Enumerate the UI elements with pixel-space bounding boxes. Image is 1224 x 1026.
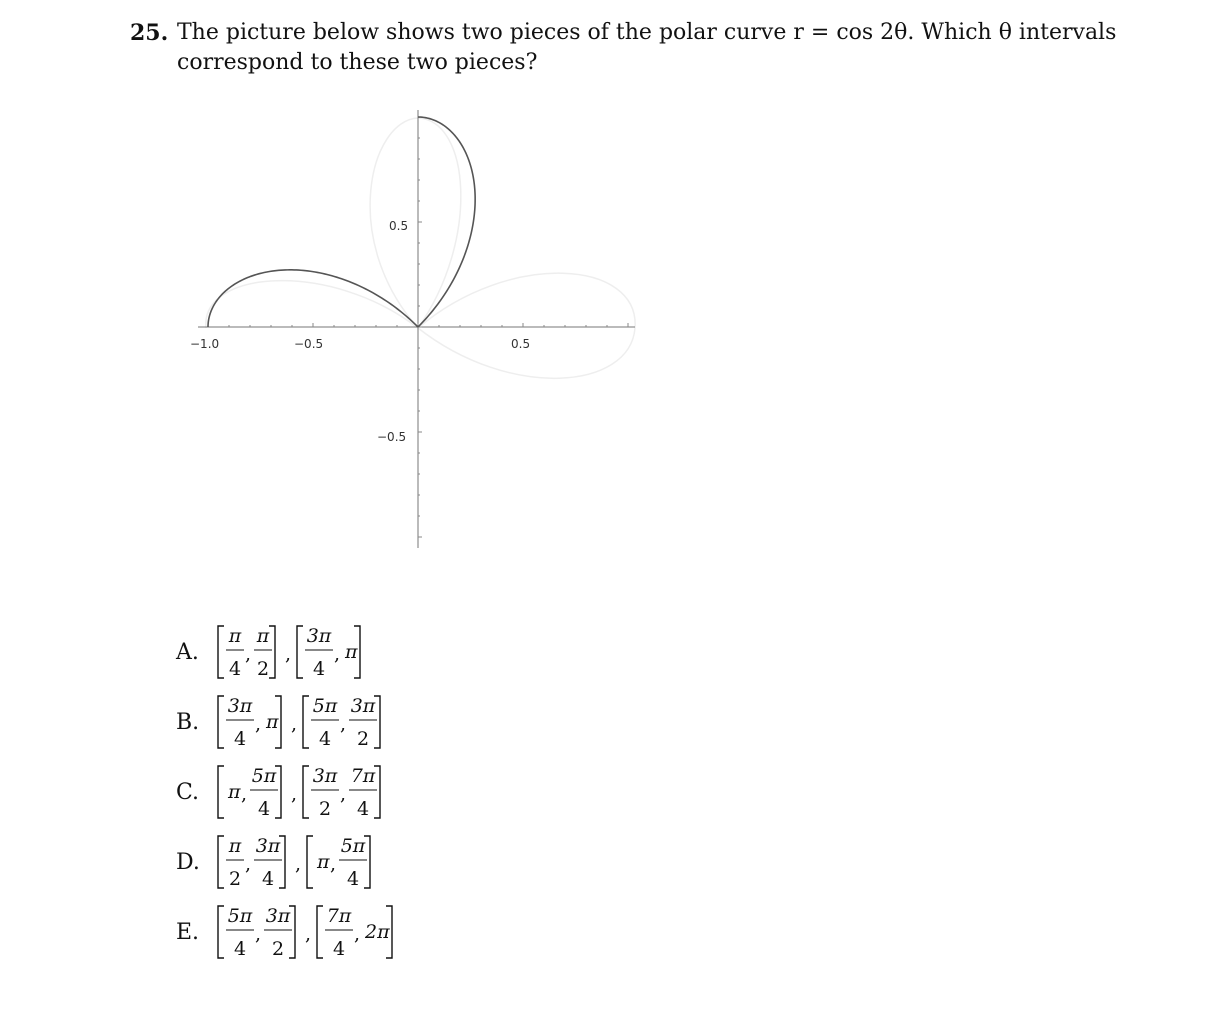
fraction-denominator: 4 — [312, 658, 326, 680]
math-term: π — [266, 711, 279, 733]
x-tick-label-neg1: −1.0 — [190, 337, 220, 351]
x-tick-label-05: 0.5 — [511, 337, 531, 351]
fraction-denominator: 2 — [256, 658, 270, 680]
fraction-denominator: 4 — [257, 798, 271, 820]
open-bracket — [303, 696, 309, 748]
question-line-1: The picture below shows two pieces of the polar curve r = cos 2θ. Which θ intervals — [177, 20, 1117, 45]
comma: , — [291, 713, 298, 735]
open-bracket — [218, 836, 224, 888]
fraction-denominator: 4 — [318, 728, 332, 750]
comma: , — [255, 923, 262, 945]
choice-intervals — [212, 900, 452, 964]
comma: , — [330, 853, 337, 875]
fraction-numerator: 3π — [306, 625, 332, 647]
open-bracket — [303, 766, 309, 818]
comma: , — [245, 853, 252, 875]
x-tick-label-neg05: −0.5 — [294, 337, 324, 351]
fraction-numerator: 3π — [227, 695, 253, 717]
fraction-denominator: 4 — [233, 728, 247, 750]
math-term: 2π — [365, 921, 390, 943]
polar-curve-figure — [180, 100, 650, 570]
comma: , — [340, 713, 347, 735]
comma: , — [354, 923, 361, 945]
fraction-denominator: 4 — [346, 868, 360, 890]
fraction-numerator: 5π — [340, 835, 366, 857]
open-bracket — [218, 766, 224, 818]
question-number: 25. — [130, 20, 169, 46]
choice-intervals — [212, 690, 452, 754]
question-text — [177, 18, 1117, 78]
open-bracket — [218, 626, 224, 678]
comma: , — [295, 853, 302, 875]
comma: , — [255, 713, 262, 735]
comma: , — [334, 643, 341, 665]
math-term: π — [228, 781, 241, 803]
faint-petals — [206, 118, 635, 378]
close-bracket — [269, 626, 275, 678]
fraction-numerator: π — [256, 625, 270, 647]
fraction-numerator: 3π — [265, 905, 291, 927]
fraction-numerator: 7π — [350, 765, 376, 787]
comma: , — [245, 643, 252, 665]
open-bracket — [218, 696, 224, 748]
choice-letter: C. — [176, 780, 200, 805]
open-bracket — [297, 626, 303, 678]
choice-intervals — [212, 620, 452, 684]
fraction-numerator: π — [228, 625, 242, 647]
math-term: π — [317, 851, 330, 873]
fraction-denominator: 2 — [318, 798, 332, 820]
fraction-numerator: 5π — [227, 905, 253, 927]
choice-letter: E. — [176, 920, 200, 945]
polar-plot — [180, 100, 650, 570]
fraction-denominator: 4 — [228, 658, 242, 680]
fraction-denominator: 4 — [332, 938, 346, 960]
fraction-denominator: 2 — [228, 868, 242, 890]
fraction-numerator: π — [228, 835, 242, 857]
comma: , — [305, 923, 312, 945]
comma: , — [291, 783, 298, 805]
math-term: π — [345, 641, 358, 663]
fraction-numerator: 5π — [312, 695, 338, 717]
choice-letter: A. — [176, 640, 199, 665]
choice-intervals — [212, 760, 452, 824]
fraction-denominator: 2 — [271, 938, 285, 960]
choice-letter: B. — [176, 710, 200, 735]
fraction-numerator: 3π — [312, 765, 338, 787]
fraction-denominator: 4 — [233, 938, 247, 960]
comma: , — [285, 643, 292, 665]
fraction-denominator: 4 — [356, 798, 370, 820]
fraction-numerator: 3π — [255, 835, 281, 857]
comma: , — [340, 783, 347, 805]
question-line-2: correspond to these two pieces? — [177, 50, 538, 75]
comma: , — [241, 783, 248, 805]
fraction-numerator: 3π — [350, 695, 376, 717]
fraction-numerator: 5π — [251, 765, 277, 787]
choice-letter: D. — [176, 850, 200, 875]
choice-intervals — [212, 830, 452, 894]
open-bracket — [218, 906, 224, 958]
fraction-denominator: 2 — [356, 728, 370, 750]
y-tick-label-05: 0.5 — [389, 219, 409, 233]
fraction-denominator: 4 — [261, 868, 275, 890]
fraction-numerator: 7π — [326, 905, 352, 927]
open-bracket — [307, 836, 313, 888]
open-bracket — [317, 906, 323, 958]
y-tick-label-neg05: −0.5 — [377, 430, 407, 444]
